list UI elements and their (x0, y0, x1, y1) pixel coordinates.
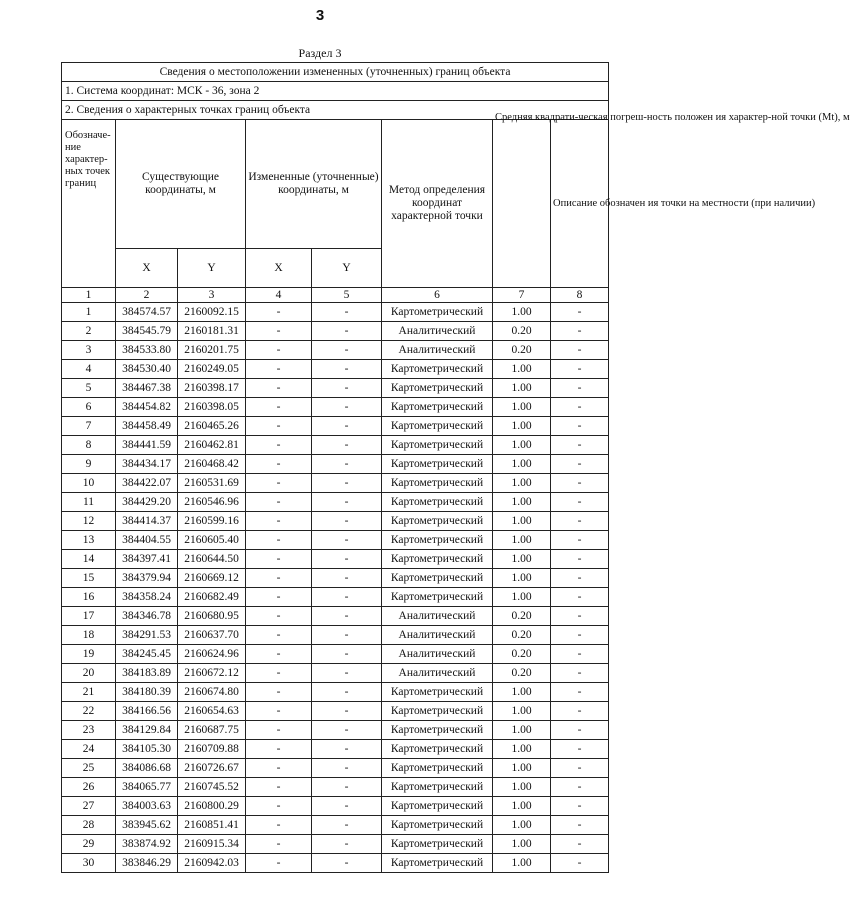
changed-y-cell: - (312, 512, 382, 531)
mean-error-cell: 0.20 (493, 607, 551, 626)
table-row (62, 322, 609, 341)
table-row (62, 607, 609, 626)
table-row (62, 740, 609, 759)
existing-x-cell: 384379.94 (116, 569, 178, 588)
point-number-cell: 4 (62, 360, 116, 379)
description-cell: - (551, 379, 609, 398)
description-cell: - (551, 702, 609, 721)
changed-x-cell: - (246, 759, 312, 778)
mean-error-cell: 1.00 (493, 512, 551, 531)
column-number: 7 (493, 288, 551, 303)
existing-y-cell: 2160851.41 (178, 816, 246, 835)
table-row (62, 512, 609, 531)
point-number-cell: 15 (62, 569, 116, 588)
table-row (62, 436, 609, 455)
method-cell: Картометрический (382, 493, 493, 512)
changed-y-cell: - (312, 664, 382, 683)
table-row (62, 398, 609, 417)
point-number-cell: 7 (62, 417, 116, 436)
mean-error-cell: 0.20 (493, 341, 551, 360)
method-cell: Картометрический (382, 531, 493, 550)
page-number: 3 (315, 7, 325, 24)
existing-y-cell: 2160672.12 (178, 664, 246, 683)
column-number: 8 (551, 288, 609, 303)
existing-x-cell: 384530.40 (116, 360, 178, 379)
method-cell: Аналитический (382, 607, 493, 626)
existing-x-cell: 384065.77 (116, 778, 178, 797)
description-cell: - (551, 721, 609, 740)
header-existing-x: X (116, 249, 178, 288)
point-number-cell: 26 (62, 778, 116, 797)
changed-x-cell: - (246, 398, 312, 417)
method-cell: Картометрический (382, 683, 493, 702)
method-cell: Аналитический (382, 341, 493, 360)
method-cell: Картометрический (382, 474, 493, 493)
changed-y-cell: - (312, 569, 382, 588)
existing-x-cell: 384129.84 (116, 721, 178, 740)
changed-y-cell: - (312, 303, 382, 322)
table-row (62, 474, 609, 493)
point-number-cell: 1 (62, 303, 116, 322)
table-row (62, 854, 609, 873)
changed-x-cell: - (246, 721, 312, 740)
changed-x-cell: - (246, 664, 312, 683)
existing-y-cell: 2160624.96 (178, 645, 246, 664)
table-title: Сведения о местоположении измененных (уточненных) границ объекта (62, 63, 609, 82)
point-number-cell: 30 (62, 854, 116, 873)
changed-x-cell: - (246, 740, 312, 759)
changed-x-cell: - (246, 360, 312, 379)
point-number-cell: 18 (62, 626, 116, 645)
existing-x-cell: 384358.24 (116, 588, 178, 607)
changed-x-cell: - (246, 474, 312, 493)
mean-error-cell: 1.00 (493, 759, 551, 778)
header-changed-y: Y (312, 249, 382, 288)
column-number: 5 (312, 288, 382, 303)
existing-y-cell: 2160468.42 (178, 455, 246, 474)
changed-y-cell: - (312, 379, 382, 398)
method-cell: Картометрический (382, 588, 493, 607)
existing-x-cell: 384574.57 (116, 303, 178, 322)
changed-y-cell: - (312, 341, 382, 360)
existing-y-cell: 2160682.49 (178, 588, 246, 607)
changed-y-cell: - (312, 531, 382, 550)
existing-x-cell: 384180.39 (116, 683, 178, 702)
mean-error-cell: 0.20 (493, 626, 551, 645)
description-cell: - (551, 550, 609, 569)
table-row (62, 455, 609, 474)
existing-y-cell: 2160398.05 (178, 398, 246, 417)
changed-y-cell: - (312, 474, 382, 493)
table-row (62, 360, 609, 379)
existing-y-cell: 2160546.96 (178, 493, 246, 512)
description-cell: - (551, 835, 609, 854)
existing-y-cell: 2160637.70 (178, 626, 246, 645)
section-title: Раздел 3 (298, 46, 342, 60)
point-number-cell: 21 (62, 683, 116, 702)
mean-error-cell: 1.00 (493, 854, 551, 873)
method-cell: Картометрический (382, 379, 493, 398)
method-cell: Картометрический (382, 740, 493, 759)
mean-error-cell: 1.00 (493, 531, 551, 550)
table-row (62, 797, 609, 816)
changed-x-cell: - (246, 341, 312, 360)
description-cell: - (551, 740, 609, 759)
changed-x-cell: - (246, 702, 312, 721)
header-error-text: Средняя квадрати-ческая погреш-ность положен ия характер-ной точки (Mt), м (495, 112, 850, 123)
changed-y-cell: - (312, 588, 382, 607)
header-description: Описание обозначен ия точки на местности (при наличии) (551, 120, 609, 288)
existing-y-cell: 2160644.50 (178, 550, 246, 569)
method-cell: Картометрический (382, 721, 493, 740)
table-row (62, 683, 609, 702)
description-cell: - (551, 569, 609, 588)
header-point-designation: Обозначе-ние характер-ных точек границ (62, 120, 116, 288)
existing-y-cell: 2160680.95 (178, 607, 246, 626)
column-number: 2 (116, 288, 178, 303)
existing-x-cell: 384422.07 (116, 474, 178, 493)
description-cell: - (551, 341, 609, 360)
existing-y-cell: 2160605.40 (178, 531, 246, 550)
mean-error-cell: 1.00 (493, 550, 551, 569)
changed-y-cell: - (312, 854, 382, 873)
point-number-cell: 23 (62, 721, 116, 740)
description-cell: - (551, 778, 609, 797)
existing-y-cell: 2160915.34 (178, 835, 246, 854)
changed-y-cell: - (312, 835, 382, 854)
changed-x-cell: - (246, 607, 312, 626)
existing-y-cell: 2160398.17 (178, 379, 246, 398)
table-row (62, 569, 609, 588)
changed-y-cell: - (312, 816, 382, 835)
existing-y-cell: 2160942.03 (178, 854, 246, 873)
changed-x-cell: - (246, 417, 312, 436)
existing-x-cell: 384458.49 (116, 417, 178, 436)
description-cell: - (551, 322, 609, 341)
changed-y-cell: - (312, 797, 382, 816)
mean-error-cell: 1.00 (493, 379, 551, 398)
point-number-cell: 3 (62, 341, 116, 360)
existing-x-cell: 384003.63 (116, 797, 178, 816)
changed-x-cell: - (246, 512, 312, 531)
existing-y-cell: 2160462.81 (178, 436, 246, 455)
changed-y-cell: - (312, 550, 382, 569)
existing-y-cell: 2160687.75 (178, 721, 246, 740)
method-cell: Картометрический (382, 854, 493, 873)
table-row (62, 778, 609, 797)
mean-error-cell: 0.20 (493, 322, 551, 341)
column-number: 1 (62, 288, 116, 303)
point-number-cell: 20 (62, 664, 116, 683)
description-cell: - (551, 531, 609, 550)
description-cell: - (551, 816, 609, 835)
changed-y-cell: - (312, 417, 382, 436)
table-row (62, 759, 609, 778)
changed-x-cell: - (246, 436, 312, 455)
existing-x-cell: 384404.55 (116, 531, 178, 550)
changed-y-cell: - (312, 721, 382, 740)
changed-x-cell: - (246, 683, 312, 702)
table-row (62, 303, 609, 322)
mean-error-cell: 1.00 (493, 835, 551, 854)
point-number-cell: 13 (62, 531, 116, 550)
existing-y-cell: 2160092.15 (178, 303, 246, 322)
method-cell: Картометрический (382, 550, 493, 569)
description-cell: - (551, 854, 609, 873)
mean-error-cell: 1.00 (493, 588, 551, 607)
mean-error-cell: 1.00 (493, 816, 551, 835)
method-cell: Картометрический (382, 778, 493, 797)
point-number-cell: 6 (62, 398, 116, 417)
point-number-cell: 29 (62, 835, 116, 854)
table-row (62, 531, 609, 550)
existing-y-cell: 2160181.31 (178, 322, 246, 341)
changed-y-cell: - (312, 360, 382, 379)
existing-y-cell: 2160800.29 (178, 797, 246, 816)
point-number-cell: 5 (62, 379, 116, 398)
existing-x-cell: 384105.30 (116, 740, 178, 759)
column-numbers-row (62, 288, 609, 303)
changed-x-cell: - (246, 455, 312, 474)
table-row (62, 721, 609, 740)
mean-error-cell: 1.00 (493, 417, 551, 436)
mean-error-cell: 1.00 (493, 455, 551, 474)
table-row (62, 493, 609, 512)
changed-x-cell: - (246, 797, 312, 816)
changed-y-cell: - (312, 436, 382, 455)
existing-y-cell: 2160745.52 (178, 778, 246, 797)
existing-x-cell: 384454.82 (116, 398, 178, 417)
method-cell: Картометрический (382, 835, 493, 854)
method-cell: Картометрический (382, 797, 493, 816)
header-existing-y: Y (178, 249, 246, 288)
existing-x-cell: 384441.59 (116, 436, 178, 455)
mean-error-cell: 1.00 (493, 569, 551, 588)
point-number-cell: 14 (62, 550, 116, 569)
changed-y-cell: - (312, 322, 382, 341)
changed-y-cell: - (312, 759, 382, 778)
method-cell: Аналитический (382, 322, 493, 341)
changed-x-cell: - (246, 493, 312, 512)
method-cell: Аналитический (382, 664, 493, 683)
point-number-cell: 12 (62, 512, 116, 531)
existing-x-cell: 384467.38 (116, 379, 178, 398)
description-cell: - (551, 360, 609, 379)
method-cell: Картометрический (382, 702, 493, 721)
existing-x-cell: 384397.41 (116, 550, 178, 569)
mean-error-cell: 1.00 (493, 493, 551, 512)
method-cell: Картометрический (382, 759, 493, 778)
changed-x-cell: - (246, 626, 312, 645)
mean-error-cell: 1.00 (493, 360, 551, 379)
changed-y-cell: - (312, 607, 382, 626)
changed-x-cell: - (246, 645, 312, 664)
changed-y-cell: - (312, 740, 382, 759)
coordinates-table (61, 62, 850, 873)
changed-x-cell: - (246, 322, 312, 341)
existing-x-cell: 384183.89 (116, 664, 178, 683)
existing-x-cell: 384291.53 (116, 626, 178, 645)
existing-y-cell: 2160249.05 (178, 360, 246, 379)
existing-y-cell: 2160654.63 (178, 702, 246, 721)
changed-x-cell: - (246, 569, 312, 588)
method-cell: Картометрический (382, 360, 493, 379)
changed-x-cell: - (246, 531, 312, 550)
mean-error-cell: 1.00 (493, 702, 551, 721)
header-changed-x: X (246, 249, 312, 288)
description-cell: - (551, 759, 609, 778)
description-cell: - (551, 645, 609, 664)
method-cell: Картометрический (382, 816, 493, 835)
description-cell: - (551, 398, 609, 417)
description-cell: - (551, 797, 609, 816)
existing-y-cell: 2160674.80 (178, 683, 246, 702)
mean-error-cell: 1.00 (493, 474, 551, 493)
description-cell: - (551, 683, 609, 702)
point-number-cell: 16 (62, 588, 116, 607)
point-number-cell: 2 (62, 322, 116, 341)
mean-error-cell: 1.00 (493, 797, 551, 816)
points-header: 2. Сведения о характерных точках границ объекта (62, 101, 609, 120)
existing-y-cell: 2160201.75 (178, 341, 246, 360)
point-number-cell: 27 (62, 797, 116, 816)
method-cell: Картометрический (382, 455, 493, 474)
table-row (62, 835, 609, 854)
mean-error-cell: 1.00 (493, 721, 551, 740)
point-number-cell: 11 (62, 493, 116, 512)
method-cell: Картометрический (382, 569, 493, 588)
description-cell: - (551, 588, 609, 607)
existing-y-cell: 2160465.26 (178, 417, 246, 436)
changed-x-cell: - (246, 588, 312, 607)
point-number-cell: 24 (62, 740, 116, 759)
changed-x-cell: - (246, 550, 312, 569)
changed-y-cell: - (312, 645, 382, 664)
existing-y-cell: 2160709.88 (178, 740, 246, 759)
changed-x-cell: - (246, 854, 312, 873)
method-cell: Картометрический (382, 417, 493, 436)
mean-error-cell: 0.20 (493, 664, 551, 683)
point-number-cell: 22 (62, 702, 116, 721)
method-cell: Картометрический (382, 398, 493, 417)
existing-y-cell: 2160669.12 (178, 569, 246, 588)
point-number-cell: 25 (62, 759, 116, 778)
column-number: 6 (382, 288, 493, 303)
table-row (62, 816, 609, 835)
description-cell: - (551, 626, 609, 645)
existing-y-cell: 2160726.67 (178, 759, 246, 778)
existing-x-cell: 384533.80 (116, 341, 178, 360)
mean-error-cell: 1.00 (493, 436, 551, 455)
method-cell: Аналитический (382, 645, 493, 664)
existing-x-cell: 384434.17 (116, 455, 178, 474)
description-cell: - (551, 474, 609, 493)
existing-y-cell: 2160531.69 (178, 474, 246, 493)
point-number-cell: 28 (62, 816, 116, 835)
existing-x-cell: 384429.20 (116, 493, 178, 512)
description-cell: - (551, 664, 609, 683)
existing-x-cell: 384086.68 (116, 759, 178, 778)
table-row (62, 645, 609, 664)
mean-error-cell: 1.00 (493, 740, 551, 759)
changed-y-cell: - (312, 455, 382, 474)
existing-x-cell: 383874.92 (116, 835, 178, 854)
table-row (62, 664, 609, 683)
point-number-cell: 10 (62, 474, 116, 493)
existing-x-cell: 384245.45 (116, 645, 178, 664)
mean-error-cell: 1.00 (493, 398, 551, 417)
description-cell: - (551, 303, 609, 322)
description-cell: - (551, 607, 609, 626)
point-number-cell: 8 (62, 436, 116, 455)
table-row (62, 550, 609, 569)
mean-error-cell: 0.20 (493, 645, 551, 664)
method-cell: Картометрический (382, 303, 493, 322)
changed-y-cell: - (312, 702, 382, 721)
changed-y-cell: - (312, 778, 382, 797)
existing-x-cell: 384414.37 (116, 512, 178, 531)
mean-error-cell: 1.00 (493, 683, 551, 702)
table-row (62, 588, 609, 607)
existing-x-cell: 384545.79 (116, 322, 178, 341)
table-row (62, 702, 609, 721)
existing-x-cell: 384346.78 (116, 607, 178, 626)
changed-x-cell: - (246, 379, 312, 398)
existing-x-cell: 383945.62 (116, 816, 178, 835)
table-row (62, 341, 609, 360)
description-cell: - (551, 417, 609, 436)
header-changed-coords: Измененные (уточненные) координаты, м (246, 120, 382, 249)
column-number: 4 (246, 288, 312, 303)
existing-y-cell: 2160599.16 (178, 512, 246, 531)
description-cell: - (551, 436, 609, 455)
method-cell: Картометрический (382, 436, 493, 455)
mean-error-cell: 1.00 (493, 303, 551, 322)
point-number-cell: 9 (62, 455, 116, 474)
table-row (62, 379, 609, 398)
changed-y-cell: - (312, 398, 382, 417)
changed-y-cell: - (312, 493, 382, 512)
point-number-cell: 17 (62, 607, 116, 626)
method-cell: Аналитический (382, 626, 493, 645)
header-method: Метод определения координат характерной точки (382, 120, 493, 288)
mean-error-cell: 1.00 (493, 778, 551, 797)
column-number: 3 (178, 288, 246, 303)
changed-y-cell: - (312, 626, 382, 645)
description-cell: - (551, 512, 609, 531)
changed-x-cell: - (246, 778, 312, 797)
changed-x-cell: - (246, 303, 312, 322)
description-cell: - (551, 493, 609, 512)
point-number-cell: 19 (62, 645, 116, 664)
existing-x-cell: 384166.56 (116, 702, 178, 721)
method-cell: Картометрический (382, 512, 493, 531)
coord-system: 1. Система координат: МСК - 36, зона 2 (62, 82, 609, 101)
table-row (62, 626, 609, 645)
changed-y-cell: - (312, 683, 382, 702)
description-cell: - (551, 455, 609, 474)
changed-x-cell: - (246, 835, 312, 854)
changed-x-cell: - (246, 816, 312, 835)
table-row (62, 417, 609, 436)
existing-x-cell: 383846.29 (116, 854, 178, 873)
header-existing-coords: Существующие координаты, м (116, 120, 246, 249)
